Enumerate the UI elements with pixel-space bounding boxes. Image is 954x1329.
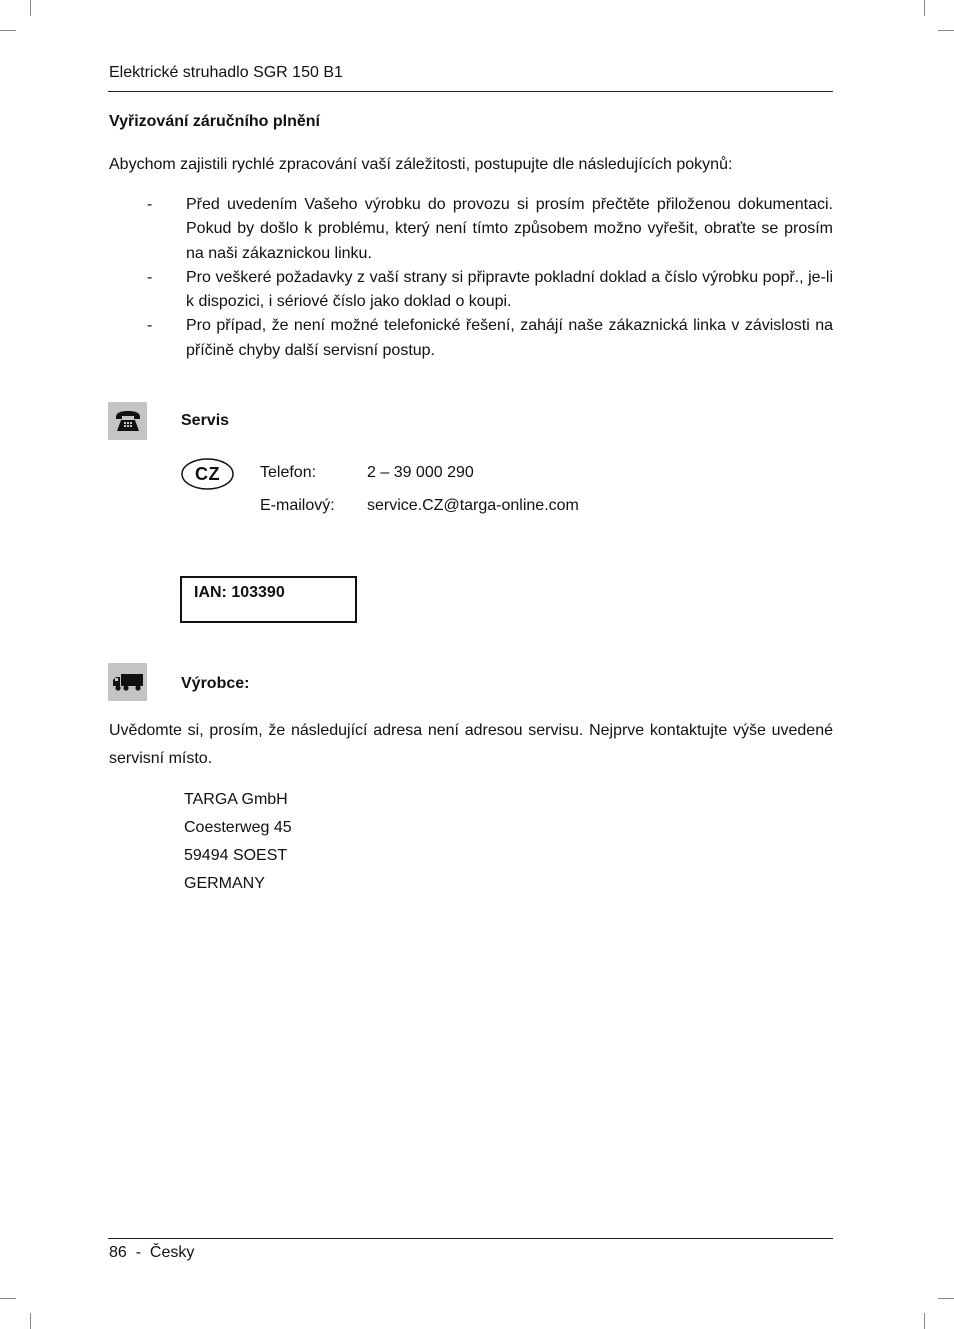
crop-mark: [924, 0, 925, 16]
crop-mark: [0, 30, 16, 31]
list-item: [109, 266, 833, 315]
crop-mark: [0, 1298, 16, 1299]
manufacturer-address: [184, 786, 292, 898]
warranty-steps-list: [109, 193, 833, 363]
warranty-intro: Abychom zajistili rychlé zpracování vaší záležitosti, postupujte dle následujících pokynů:: [109, 156, 733, 173]
ian-number: IAN: 103390: [194, 584, 285, 601]
address-line: GERMANY: [184, 875, 265, 892]
list-item: [109, 193, 833, 266]
page-footer: 86 - Česky: [109, 1244, 195, 1261]
list-dash: -: [147, 196, 153, 213]
phone-label: Telefon:: [260, 464, 317, 481]
ian-box: [180, 576, 357, 623]
address-line: Coesterweg 45: [184, 819, 292, 836]
truck-icon: [108, 663, 147, 701]
list-dash: -: [147, 268, 153, 286]
telephone-icon: [108, 402, 147, 440]
crop-mark: [924, 1313, 925, 1329]
warranty-heading: Vyřizování záručního plnění: [109, 113, 320, 130]
header-rule: [108, 91, 833, 92]
footer-rule: [108, 1238, 833, 1239]
manufacturer-heading: Výrobce:: [181, 675, 250, 692]
running-header: Elektrické struhadlo SGR 150 B1: [109, 64, 343, 81]
list-item-text: Pro případ, že není možné telefonické řešení, zahájí naše zákaznická linka v závislosti na příčině chyby další servisní postup.: [186, 317, 833, 359]
crop-mark: [30, 1313, 31, 1329]
address-line: TARGA GmbH: [184, 791, 288, 808]
list-item-text: Pro veškeré požadavky z vaší strany si připravte pokladní doklad a číslo výrobku popř., je-li k dispozici, i sériové číslo jako doklad o koupi.: [186, 268, 833, 311]
crop-mark: [938, 1298, 954, 1299]
email-value: service.CZ@targa-online.com: [367, 497, 579, 514]
service-heading: Servis: [181, 412, 230, 429]
manufacturer-note: Uvědomte si, prosím, že následující adresa není adresou servisu. Nejprve kontaktujte výše uvedené servisní místo.: [109, 722, 833, 767]
email-label: E-mailový:: [260, 497, 335, 514]
list-dash: -: [147, 317, 153, 335]
list-item: [109, 314, 833, 363]
crop-mark: [30, 0, 31, 16]
country-badge: CZ: [195, 463, 220, 484]
address-line: 59494 SOEST: [184, 847, 288, 864]
crop-mark: [938, 30, 954, 31]
list-item-text: Před uvedením Vašeho výrobku do provozu si prosím přečtěte přiloženou dokumentaci. Pokud by došlo k problému, který není tímto způsobem možno vyřešit, obraťte se prosím na naši zákaznickou linku.: [186, 196, 833, 262]
phone-value: 2 – 39 000 290: [367, 464, 474, 481]
